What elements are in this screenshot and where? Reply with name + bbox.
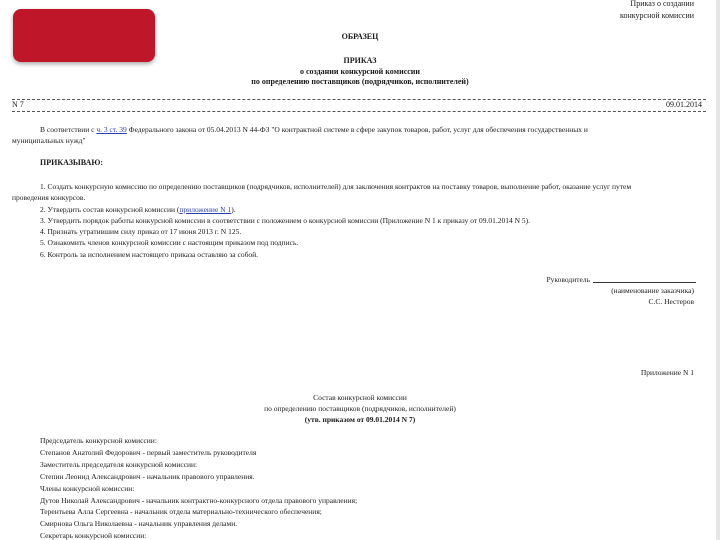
signature-name: С.С. Нестеров — [648, 297, 694, 306]
header-note-line1: Приказ о создании — [630, 0, 694, 8]
appendix-title-1: Состав конкурсной комиссии — [313, 393, 407, 402]
appendix-label: Приложение N 1 — [640, 368, 694, 377]
appendix-1-link[interactable]: приложение N 1 — [179, 205, 232, 214]
order-date: 09.01.2014 — [666, 100, 702, 109]
chair-heading: Председатель конкурсной комиссии: — [40, 436, 157, 445]
member-1: Дутов Николай Александрович - начальник контрактно-конкурсного отдела правового управления; — [40, 496, 358, 505]
item-6: 6. Контроль за исполнением настоящего приказа оставляю за собой. — [40, 250, 259, 259]
number-line-top — [12, 99, 706, 100]
item-2-text-post: ). — [231, 205, 236, 214]
signature-caption: (наименование заказчика) — [611, 286, 694, 295]
chair-member: Степанов Анатолий Федорович - первый заместитель руководителя — [40, 448, 257, 457]
order-subtitle-2: по определению поставщиков (подрядчиков, исполнителей) — [251, 77, 469, 86]
sample-heading: ОБРАЗЕЦ — [341, 32, 379, 41]
appendix-title-2: по определению поставщиков (подрядчиков, исполнителей) — [264, 404, 456, 413]
appendix-title-3: (утв. приказом от 09.01.2014 N 7) — [304, 415, 416, 424]
signature-role: Руководитель — [546, 275, 590, 284]
item-2-text-pre: 2. Утвердить состав конкурсной комиссии ( — [40, 205, 180, 214]
page-edge-scrollbar[interactable] — [716, 0, 720, 540]
member-2: Терентьева Алла Сергеевна - начальник отдела материально-технического обеспечения; — [40, 507, 322, 516]
item-3: 3. Утвердить порядок работы конкурсной комиссии в соответствии с положением о конкурсной комиссии (Приложение N 1 к приказу от 09.01.2014 N 5). — [40, 216, 531, 225]
intro-text-pre: В соответствии с — [40, 125, 95, 134]
deputy-heading: Заместитель председателя конкурсной комиссии: — [40, 460, 198, 469]
order-word: ПРИКАЗЫВАЮ: — [40, 158, 104, 167]
item-1-line2: проведения конкурсов. — [12, 193, 86, 202]
item-4: 4. Признать утратившим силу приказ от 17 июня 2013 г. N 125. — [40, 227, 242, 236]
item-1-line1: 1. Создать конкурсную комиссию по определению поставщиков (подрядчиков, исполнителей) для заключения контрактов на поставку товаров, выполнение работ, оказание услуг путем — [40, 182, 632, 191]
order-heading: ПРИКАЗ — [343, 56, 377, 65]
order-number: N 7 — [12, 100, 24, 109]
signature-line — [593, 282, 696, 283]
secretary-heading: Секретарь конкурсной комиссии: — [40, 531, 147, 540]
member-3: Смирнова Ольга Николаевна - начальник управления делами. — [40, 519, 238, 528]
deputy-member: Степин Леонид Александрович - начальник правового управления. — [40, 472, 255, 481]
item-5: 5. Ознакомить членов конкурсной комиссии с настоящим приказом под подпись. — [40, 238, 299, 247]
intro-paragraph-line2: муниципальных нужд" — [12, 136, 86, 145]
intro-paragraph — [40, 126, 588, 134]
intro-text-post: Федерального закона от 05.04.2013 N 44-ФЗ "О контрактной системе в сфере закупок товаров, работ, услуг для обеспечения государственных и — [128, 125, 588, 134]
order-subtitle-1: о создании конкурсной комиссии — [299, 67, 421, 76]
number-line-bottom — [12, 111, 706, 112]
item-2 — [40, 206, 236, 214]
law-article-link[interactable]: ч. 3 ст. 39 — [96, 125, 127, 134]
header-note-line2: конкурсной комиссии — [620, 11, 694, 20]
members-heading: Члены конкурсной комиссии: — [40, 484, 135, 493]
